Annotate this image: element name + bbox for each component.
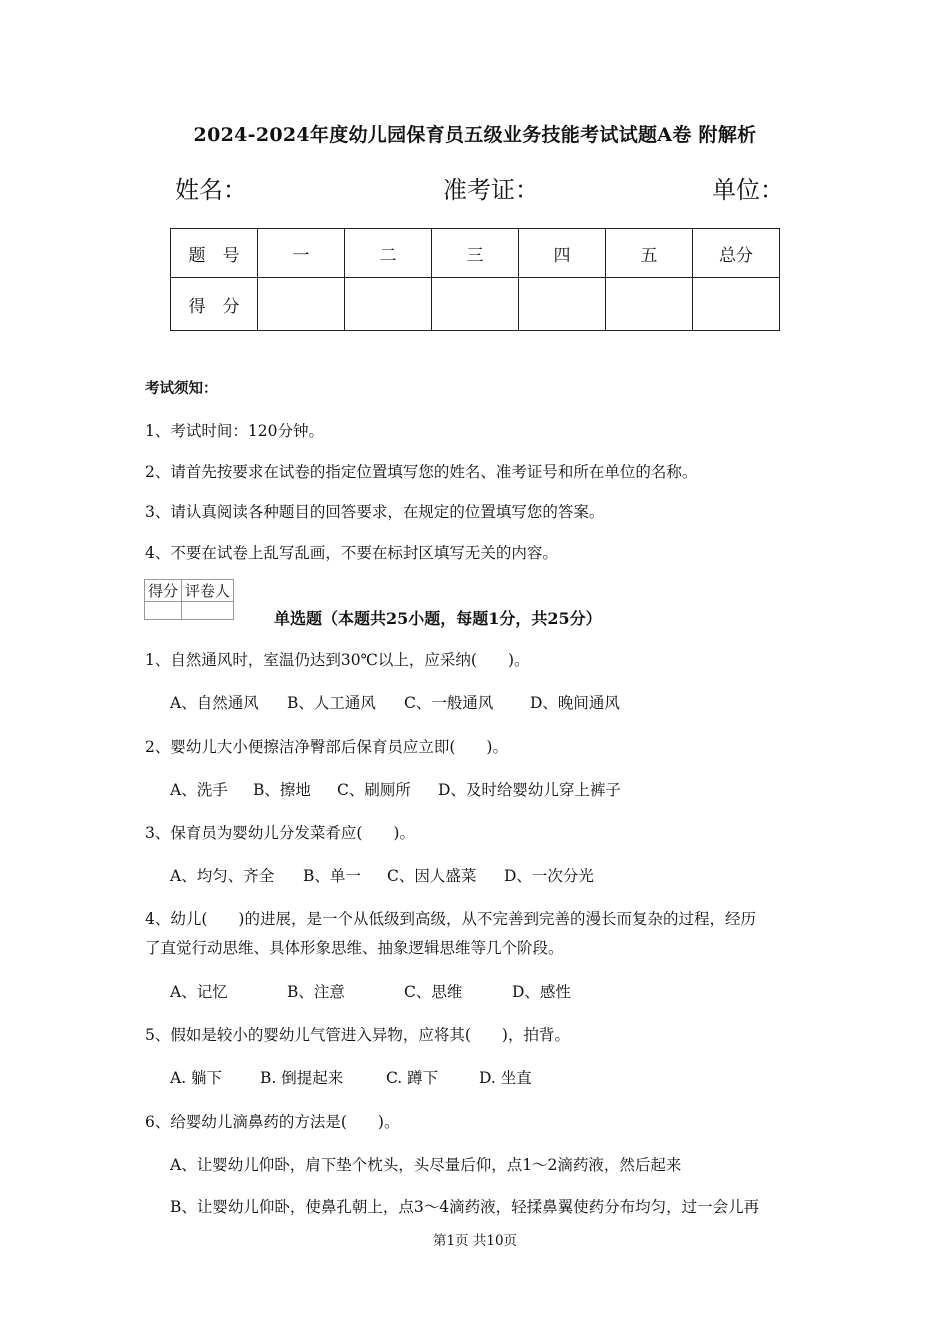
score-table [170, 228, 780, 331]
option[interactable]: A、均匀、齐全 [170, 867, 275, 885]
score-table-header-cell: 一 [258, 229, 345, 278]
option[interactable]: C、刷厕所 [337, 781, 411, 799]
question-stem: 5、假如是较小的婴幼儿气管进入异物，应将其( )，拍背。 [145, 1026, 570, 1044]
score-table-header-row [171, 229, 780, 278]
option[interactable]: B、人工通风 [287, 694, 376, 712]
grader-reviewer-cell[interactable] [182, 602, 234, 620]
exam-id-field-label: 准考证： [443, 176, 539, 204]
option[interactable]: A、让婴幼儿仰卧，肩下垫个枕头，头尽量后仰，点1～2滴药液，然后起来 [170, 1156, 682, 1174]
score-cell[interactable] [345, 278, 432, 331]
question-stem: 3、保育员为婴幼儿分发菜肴应( )。 [145, 824, 415, 842]
grader-score-label: 得分 [145, 580, 182, 602]
option[interactable]: B、单一 [303, 867, 361, 885]
score-cell[interactable] [432, 278, 519, 331]
option[interactable]: B、注意 [287, 983, 345, 1001]
score-cell[interactable] [519, 278, 606, 331]
page-title: 2024-2024年度幼儿园保育员五级业务技能考试试题A卷 附解析 [193, 124, 757, 146]
question-options [170, 778, 621, 800]
option[interactable]: D、一次分光 [504, 867, 594, 885]
score-table-score-row [171, 278, 780, 331]
notice-item: 1、考试时间：120分钟。 [145, 422, 324, 440]
grader-score-cell[interactable] [145, 602, 182, 620]
notice-item: 2、请首先按要求在试卷的指定位置填写您的姓名、准考证号和所在单位的名称。 [145, 463, 698, 481]
question-options [170, 864, 594, 886]
score-table-header-cell: 二 [345, 229, 432, 278]
option[interactable]: C、一般通风 [404, 694, 494, 712]
notice-item: 4、不要在试卷上乱写乱画，不要在标封区填写无关的内容。 [145, 544, 558, 562]
option[interactable]: B、让婴幼儿仰卧，使鼻孔朝上，点3～4滴药液，轻揉鼻翼使药分布均匀，过一会儿再 [170, 1198, 760, 1216]
option[interactable]: D、及时给婴幼儿穿上裤子 [438, 781, 621, 799]
section-title: 单选题（本题共25小题，每题1分，共25分） [274, 609, 602, 628]
name-field-label: 姓名： [175, 176, 247, 204]
option[interactable]: B、擦地 [253, 781, 311, 799]
question-stem: 4、幼儿( )的进展，是一个从低级到高级，从不完善到完善的漫长而复杂的过程，经历 [145, 910, 756, 928]
question-options [170, 980, 571, 1002]
score-cell[interactable] [693, 278, 780, 331]
option[interactable]: B. 倒提起来 [260, 1069, 344, 1087]
grader-reviewer-label: 评卷人 [182, 580, 234, 602]
option[interactable]: D、感性 [512, 983, 571, 1001]
unit-field-label: 单位： [712, 176, 784, 204]
question-stem-continued: 了直觉行动思维、具体形象思维、抽象逻辑思维等几个阶段。 [145, 939, 564, 957]
score-cell[interactable] [258, 278, 345, 331]
option[interactable]: C. 蹲下 [386, 1069, 439, 1087]
option[interactable]: D、晚间通风 [530, 694, 620, 712]
option[interactable]: A、记忆 [170, 983, 228, 1001]
question-stem: 2、婴幼儿大小便擦洁净臀部后保育员应立即( )。 [145, 738, 508, 756]
score-table-header-cell: 四 [519, 229, 606, 278]
option[interactable]: A. 躺下 [170, 1069, 223, 1087]
option[interactable]: A、洗手 [170, 781, 228, 799]
notice-item: 3、请认真阅读各种题目的回答要求，在规定的位置填写您的答案。 [145, 503, 605, 521]
question-options [170, 1066, 532, 1088]
question-options [170, 691, 620, 713]
option[interactable]: C、因人盛菜 [387, 867, 477, 885]
page-footer: 第1页 共10页 [432, 1233, 518, 1249]
question-stem: 6、给婴幼儿滴鼻药的方法是( )。 [145, 1113, 400, 1131]
question-stem: 1、自然通风时，室温仍达到30℃以上，应采纳( )。 [145, 651, 530, 669]
score-table-header-cell: 三 [432, 229, 519, 278]
score-table-header-cell: 题 号 [171, 229, 258, 278]
grader-box [144, 579, 234, 620]
notice-heading: 考试须知： [145, 380, 218, 397]
score-table-header-cell: 五 [606, 229, 693, 278]
score-table-header-cell: 总分 [693, 229, 780, 278]
score-row-label: 得 分 [171, 278, 258, 331]
option[interactable]: A、自然通风 [170, 694, 259, 712]
score-cell[interactable] [606, 278, 693, 331]
option[interactable]: C、思维 [404, 983, 463, 1001]
option[interactable]: D. 坐直 [479, 1069, 532, 1087]
